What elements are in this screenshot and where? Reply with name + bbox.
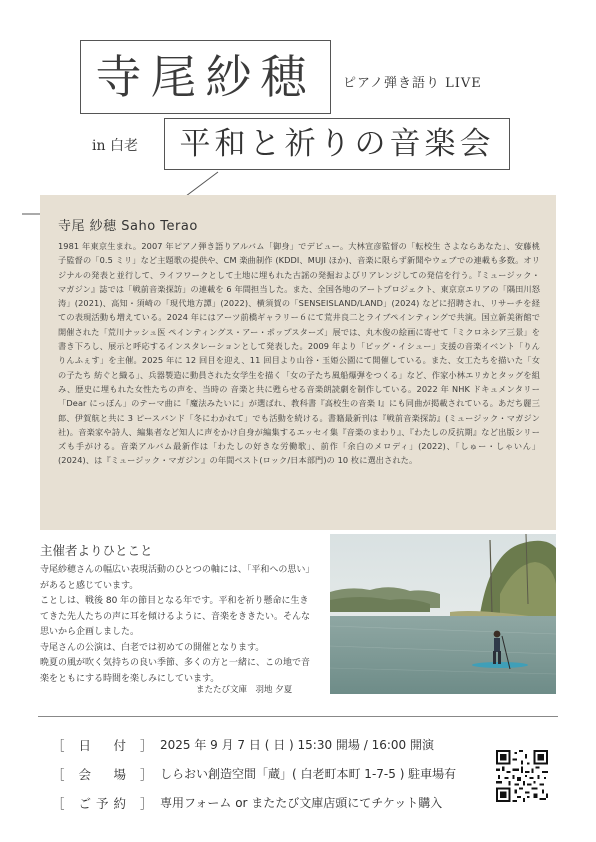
info-value-date: 2025 年 9 月 7 日 ( 日 ) 15:30 開場 / 16:00 開演 <box>160 738 434 752</box>
lake-photo <box>330 534 556 694</box>
location-prefix: in 白老 <box>92 138 138 154</box>
profile-name: 寺尾 紗穂 Saho Terao <box>58 219 198 234</box>
divider <box>38 716 558 717</box>
profile-panel <box>40 195 556 530</box>
info-label-venue: ［ 会 場 ］ <box>52 767 158 782</box>
message-paragraph: 寺尾紗穂さんの幅広い表現活動のひとつの軸には、「平和への思い」があると感じています。 <box>40 565 310 591</box>
event-subtitle: ピアノ弾き語り LIVE <box>343 76 482 91</box>
message-heading: 主催者よりひとこと <box>40 543 153 558</box>
message-signature: またたび文庫 羽地 夕夏 <box>196 685 293 695</box>
artist-name: 寺尾紗穂 <box>95 50 316 104</box>
message-body <box>40 563 312 687</box>
concert-title-box <box>164 118 510 170</box>
profile-bio: 1981 年東京生まれ。2007 年ピアノ弾き語りアルバム「御身」でデビュー。大林宣彦監督の「転校生 さよならあなた」、安藤桃子監督の「0.5 ミリ」など主題歌の提供や、CM 楽曲制作 (KDDI、MUJI ほか)、音楽に限らず新聞やウェブでの連載も多数。オリジナルの発表と並行して、ライフワークとして土地に埋もれた古謡の発掘およびリアレンジしての発信を行う。『ミュージック・マガジン』誌では「戦前音楽探訪」の連載を 6 年間担当した。また、全国各地のアートプロジェクト、東京京エリアの「隅田川怒涛」(2021)、高知・須崎の「現代地方譚」(2022)、横須賀の「SENSEISLAND/LAND」(2024) などに招聘され、リサーチを経ての表現活動も増えている。2024 年にはアーツ前橋ギャラリー６にて荒井良二とライブペインティングで共演。国立新美術館で開催された「荒川ナッシュ医 ペインティングス・アー・ポップスターズ」展では、丸木俊の絵画に寄せて「ミクロネシア三景」を書き下ろし、展示と呼応するインスタレーションとして発表した。2009 年より「ビッグ・イシュー」支援の音楽イベント「りんりんふぇす」を主催。2025 年に 12 回目を迎え、11 回目より山谷・玉姫公園にて開催している。また、女工たちを描いた「女の子たち 紡ぐと織る」、兵器製造に動員された女学生を描く「女の子たち風船爆弾をつくる」など、作家小林エリカとタッグを組み、歴史に埋もれた女性たちの声を、当時の 音楽と共に甦らせる音楽朗読劇を制作している。2022 年 NHK ドキュメンタリー「Dear にっぽん」のテーマ曲に「魔法みたいに」が選ばれ、教科書『高校生の音楽 I』にも同曲が掲載されている。あだち麗三郎、伊賀航と共に 3 ピースバンド「冬にわかれて」でも活動を続ける。書籍最新刊は『戦前音楽探訪』(ミュージック・マガジン社)。音楽家や詩人、編集者など知人に声をかけ自身が編集するエッセイ集『音楽のまわり』、『わたしの反抗期』など出版シリーズも手がける。音楽アルバム最新作は「わたしの好きな労働歌」、前作「余白のメロディ」(2022)、「しゅー・しゃいん」(2024)、は『ミュージック・マガジン』の年間ベスト(ロック/日本部門)の 10 枚に選出された。 <box>58 241 540 466</box>
info-label-date: ［ 日 付 ］ <box>52 738 158 753</box>
message-paragraph: ことしは、戦後 80 年の節目となる年です。平和を祈り懸命に生きてきた先人たちの声に耳を傾けるように、音楽をききたい。そんな思いから企画しました。 <box>40 596 311 637</box>
info-value-venue: しらおい創造空間「蔵」( 白老町本町 1-7-5 ) 駐車場有 <box>160 767 457 781</box>
qr-code-icon[interactable] <box>496 750 548 802</box>
concert-title: 平和と祈りの音楽会 <box>179 126 495 162</box>
info-value-booking: 専用フォーム or またたび文庫店頭にてチケット購入 <box>160 796 443 810</box>
message-paragraph: 晩夏の風が吹く気持ちの良い季節、多くの方と一緒に、この地で音楽をともにする時間を楽しみにしています。 <box>40 658 311 684</box>
title-box <box>80 40 331 114</box>
message-paragraph: 寺尾さんの公演は、白老では初めての開催となります。 <box>40 642 265 653</box>
lake-illustration <box>330 534 556 694</box>
info-label-booking: ［ ご予約 ］ <box>52 796 158 811</box>
